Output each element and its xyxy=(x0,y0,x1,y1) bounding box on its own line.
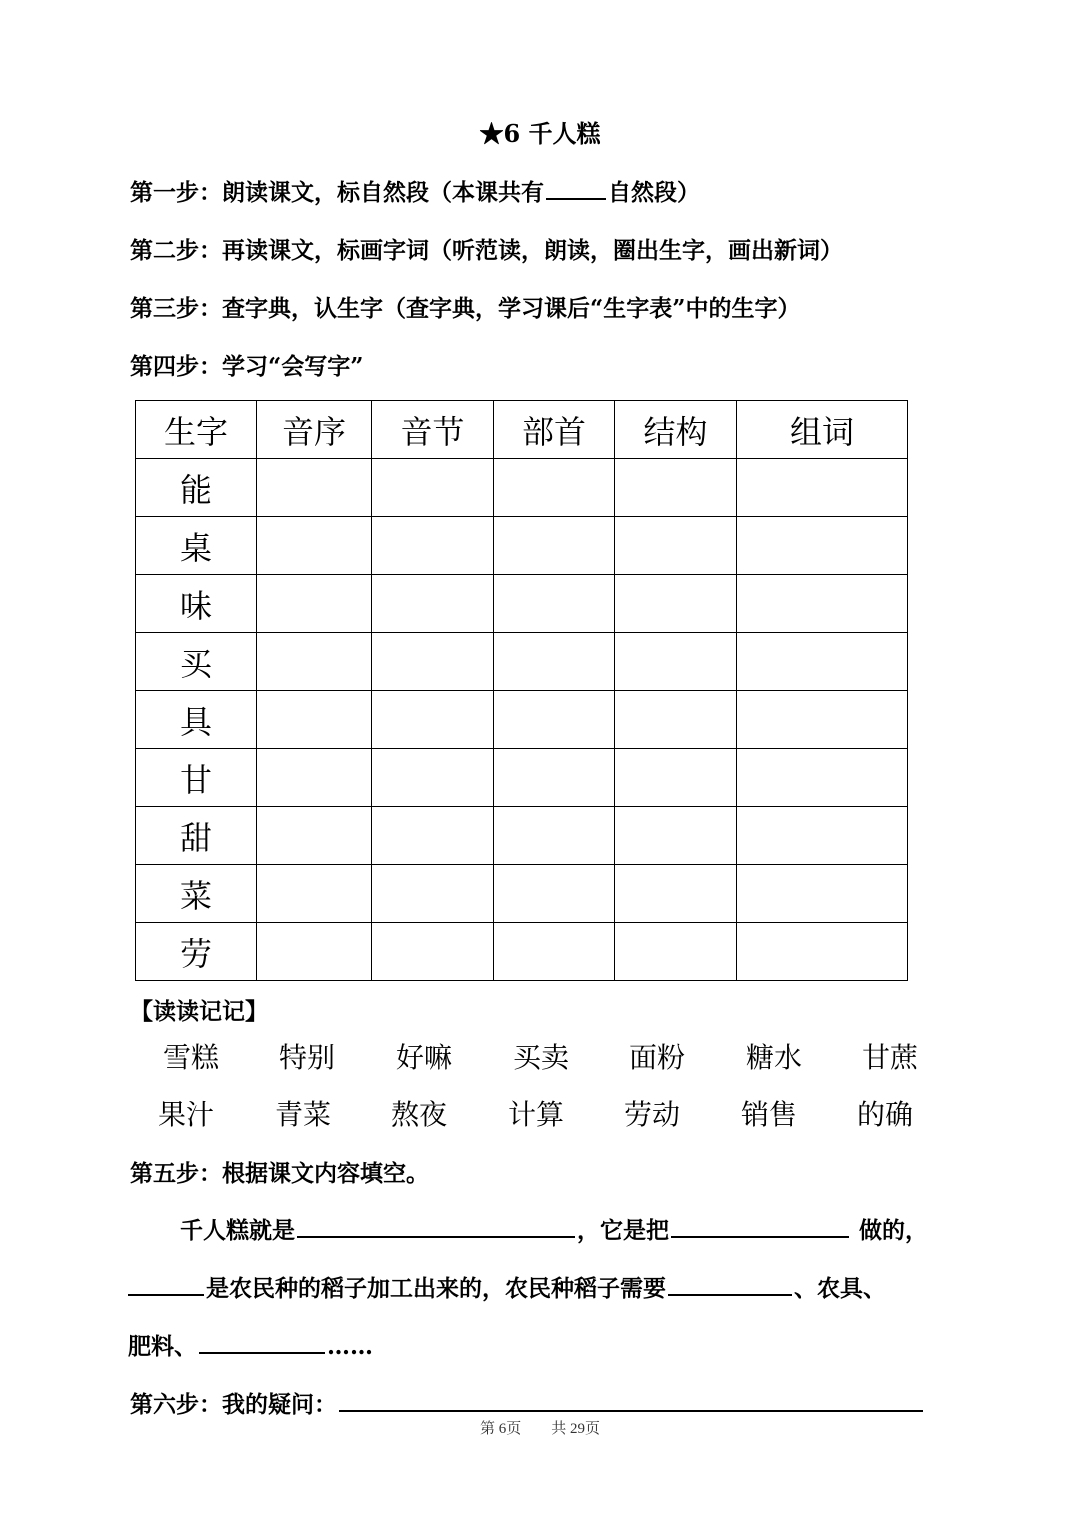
table-cell[interactable] xyxy=(494,865,615,923)
table-char: 甜 xyxy=(136,807,257,865)
table-cell[interactable] xyxy=(372,923,494,981)
table-cell[interactable] xyxy=(615,923,737,981)
word-item: 面粉 xyxy=(628,1041,685,1074)
table-cell[interactable] xyxy=(615,691,737,749)
table-row xyxy=(136,865,908,923)
answer-blank-3[interactable] xyxy=(128,1272,204,1296)
character-table xyxy=(135,400,908,981)
table-header-row xyxy=(136,401,908,459)
word-item: 雪糕 xyxy=(162,1041,219,1074)
table-cell[interactable] xyxy=(257,691,372,749)
table-cell[interactable] xyxy=(615,575,737,633)
table-cell[interactable] xyxy=(257,517,372,575)
table-cell[interactable] xyxy=(257,923,372,981)
table-char: 桌 xyxy=(136,517,257,575)
table-char: 买 xyxy=(136,633,257,691)
table-cell[interactable] xyxy=(737,923,908,981)
word-item: 特别 xyxy=(278,1041,335,1074)
table-cell[interactable] xyxy=(615,865,737,923)
answer-blank-5[interactable] xyxy=(199,1330,325,1354)
table-cell[interactable] xyxy=(372,749,494,807)
table-cell[interactable] xyxy=(737,459,908,517)
word-item: 熬夜 xyxy=(390,1098,447,1131)
table-row xyxy=(136,575,908,633)
header-structure: 结构 xyxy=(615,401,737,459)
table-cell[interactable] xyxy=(257,807,372,865)
table-cell[interactable] xyxy=(737,517,908,575)
table-char: 具 xyxy=(136,691,257,749)
table-cell[interactable] xyxy=(257,865,372,923)
step-1-text: 第一步：朗读课文，标自然段（本课共有 xyxy=(130,179,544,206)
reading-heading: 【读读记记】 xyxy=(130,998,268,1025)
step-6 xyxy=(130,1386,925,1419)
answer-blank-1[interactable] xyxy=(297,1214,575,1238)
table-cell[interactable] xyxy=(372,575,494,633)
header-initial: 音序 xyxy=(257,401,372,459)
step-4: 第四步：学习“会写字” xyxy=(130,353,364,380)
step-3: 第三步：查字典，认生字（查字典，学习课后“生字表”中的生字） xyxy=(130,295,801,322)
step-1-text-end: 自然段） xyxy=(608,179,700,206)
fill-text: ，它是把 xyxy=(577,1217,669,1244)
table-cell[interactable] xyxy=(737,749,908,807)
table-cell[interactable] xyxy=(615,517,737,575)
table-cell[interactable] xyxy=(372,633,494,691)
word-item: 糖水 xyxy=(745,1041,802,1074)
table-row xyxy=(136,749,908,807)
table-cell[interactable] xyxy=(615,749,737,807)
word-item: 青菜 xyxy=(274,1098,331,1131)
header-radical: 部首 xyxy=(494,401,615,459)
table-char: 甘 xyxy=(136,749,257,807)
word-item: 好嘛 xyxy=(395,1041,452,1074)
table-cell[interactable] xyxy=(494,691,615,749)
word-item: 劳动 xyxy=(623,1098,680,1131)
header-words: 组词 xyxy=(737,401,908,459)
table-cell[interactable] xyxy=(257,749,372,807)
table-cell[interactable] xyxy=(372,459,494,517)
table-row xyxy=(136,517,908,575)
table-cell[interactable] xyxy=(615,633,737,691)
fill-text: 千人糕就是 xyxy=(180,1217,295,1244)
table-char: 能 xyxy=(136,459,257,517)
table-cell[interactable] xyxy=(372,807,494,865)
page-title: ★6 千人糕 xyxy=(479,119,601,148)
table-cell[interactable] xyxy=(372,691,494,749)
paragraph-count-blank[interactable] xyxy=(546,176,606,200)
table-cell[interactable] xyxy=(494,517,615,575)
fill-text: 、农具、 xyxy=(794,1275,886,1302)
answer-blank-2[interactable] xyxy=(671,1214,849,1238)
fill-text: 肥料、 xyxy=(128,1333,197,1360)
fill-line-3 xyxy=(128,1328,373,1361)
table-cell[interactable] xyxy=(494,807,615,865)
header-syllable: 音节 xyxy=(372,401,494,459)
fill-line-2 xyxy=(128,1270,886,1303)
table-cell[interactable] xyxy=(737,691,908,749)
word-item: 计算 xyxy=(507,1098,564,1131)
table-cell[interactable] xyxy=(737,633,908,691)
word-item: 销售 xyxy=(740,1098,797,1131)
table-cell[interactable] xyxy=(257,633,372,691)
word-item: 果汁 xyxy=(157,1098,214,1131)
table-char: 劳 xyxy=(136,923,257,981)
step-5: 第五步：根据课文内容填空。 xyxy=(130,1160,429,1187)
table-row xyxy=(136,633,908,691)
table-cell[interactable] xyxy=(494,459,615,517)
table-char: 菜 xyxy=(136,865,257,923)
fill-text: 做的， xyxy=(859,1217,929,1244)
step-6-text: 第六步：我的疑问： xyxy=(130,1391,337,1418)
step-2: 第二步：再读课文，标画字词（听范读，朗读，圈出生字，画出新词） xyxy=(130,237,843,264)
table-cell[interactable] xyxy=(615,807,737,865)
table-cell[interactable] xyxy=(257,575,372,633)
fill-text: 是农民种的稻子加工出来的，农民种稻子需要 xyxy=(206,1275,666,1302)
page-footer: 第 6页 共 29页 xyxy=(479,1421,600,1437)
table-char: 味 xyxy=(136,575,257,633)
table-cell[interactable] xyxy=(494,575,615,633)
fill-line-1 xyxy=(180,1212,928,1245)
table-row xyxy=(136,807,908,865)
word-item: 的确 xyxy=(856,1098,913,1131)
table-cell[interactable] xyxy=(257,459,372,517)
fill-text: …… xyxy=(327,1333,373,1360)
answer-blank-4[interactable] xyxy=(668,1272,792,1296)
table-row xyxy=(136,691,908,749)
table-cell[interactable] xyxy=(494,749,615,807)
table-cell[interactable] xyxy=(737,807,908,865)
table-cell[interactable] xyxy=(494,923,615,981)
table-cell[interactable] xyxy=(372,517,494,575)
table-row xyxy=(136,459,908,517)
table-row xyxy=(136,923,908,981)
word-item: 买卖 xyxy=(512,1041,569,1074)
question-blank[interactable] xyxy=(339,1388,923,1412)
table-cell[interactable] xyxy=(494,633,615,691)
word-item: 甘蔗 xyxy=(861,1041,918,1074)
table-cell[interactable] xyxy=(737,575,908,633)
header-char: 生字 xyxy=(136,401,257,459)
step-1 xyxy=(130,174,700,207)
table-cell[interactable] xyxy=(372,865,494,923)
table-cell[interactable] xyxy=(615,459,737,517)
table-cell[interactable] xyxy=(737,865,908,923)
